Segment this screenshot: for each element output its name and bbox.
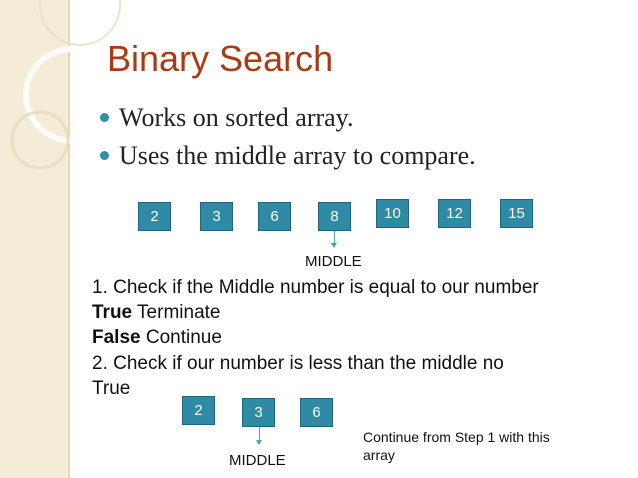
array-cell: 12: [438, 199, 471, 228]
bullet-1-text: Works on sorted array.: [119, 103, 354, 132]
array-cell-middle: 8: [318, 202, 351, 231]
bullet-2-text: Uses the middle array to compare.: [119, 141, 476, 170]
bullet-2: [100, 141, 476, 171]
true-action: Terminate: [132, 302, 221, 323]
array-cell: 2: [138, 202, 171, 231]
bullet-dot-icon: [100, 113, 109, 122]
middle-label-2: MIDDLE: [229, 452, 286, 469]
sub-array-cell-middle: 3: [242, 398, 275, 427]
array-cell: 15: [500, 199, 533, 228]
array-cell: 3: [200, 202, 233, 231]
array-cell: 10: [376, 199, 409, 228]
false-keyword: False: [92, 327, 141, 348]
false-line: [92, 327, 222, 349]
bullet-dot-icon: [100, 151, 109, 160]
false-action: Continue: [140, 327, 222, 348]
true-line: [92, 302, 220, 324]
array-cell: 6: [258, 202, 291, 231]
sub-array-cell: 6: [300, 398, 333, 427]
slide-title: Binary Search: [107, 38, 334, 79]
sub-array-cell: 2: [182, 396, 215, 425]
arrow-down-icon: [256, 440, 262, 445]
step-2-text: 2. Check if our number is less than the middle no: [92, 353, 504, 374]
middle-arrow-2: [259, 427, 260, 441]
arrow-down-icon: [331, 243, 337, 248]
middle-label: MIDDLE: [305, 253, 362, 270]
step-1-text: 1. Check if the Middle number is equal to our number: [92, 277, 539, 298]
continue-note: Continue from Step 1 with this array: [363, 429, 550, 463]
true-keyword: True: [92, 302, 133, 323]
bullet-1: [100, 103, 353, 133]
step-2-true: True: [92, 378, 131, 399]
